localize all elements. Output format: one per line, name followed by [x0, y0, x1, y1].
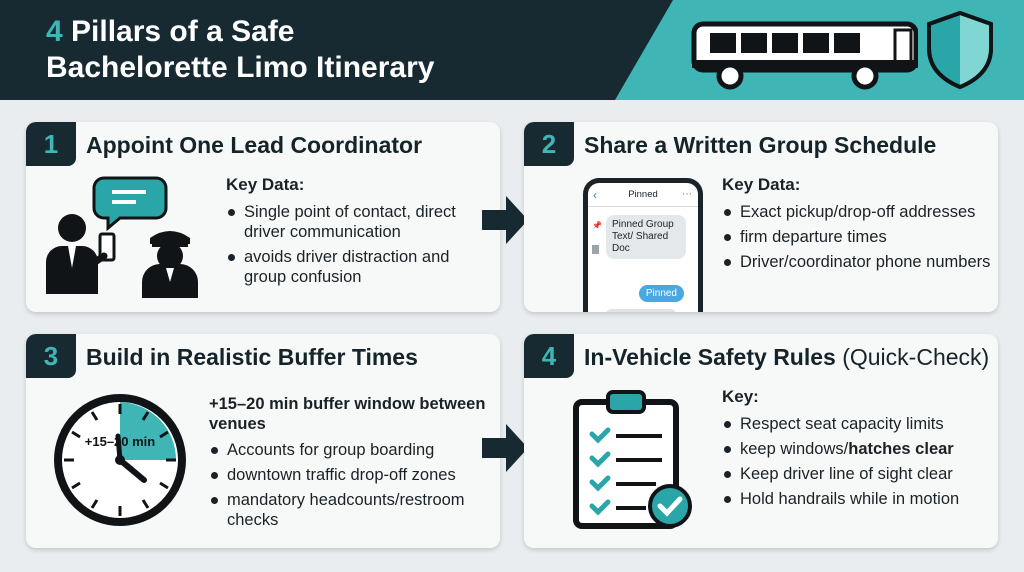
bullet-item: Respect seat capacity limits [722, 414, 996, 434]
pillar-card-1 [26, 122, 500, 312]
pillar-number-badge: 3 [26, 334, 76, 378]
bullet-item: Hold handrails while in motion [722, 489, 996, 509]
sent-message-bubble: Pinned [639, 285, 684, 302]
buffer-lead-text: +15–20 min buffer window between venues [209, 395, 486, 433]
bullet-text: keep windows/ [740, 440, 849, 458]
clock-icon [52, 392, 188, 528]
pillar-card-4 [524, 334, 998, 548]
limo-bus-icon [690, 18, 918, 90]
pillar-title-main: In-Vehicle Safety Rules [584, 344, 836, 370]
chat-header-label: Pinned [628, 189, 658, 200]
bullet-item: Exact pickup/drop-off addresses [722, 202, 992, 222]
shield-icon [925, 10, 995, 90]
received-message-bubble: Pinned Group Text/ Shared Doc [606, 215, 686, 259]
right-arrow-icon [480, 192, 530, 248]
header-banner [0, 0, 1024, 100]
bullet-item: Accounts for group boarding [209, 440, 499, 460]
key-data-label: Key Data: [722, 175, 801, 194]
page-title [46, 14, 434, 86]
pillar-title: Build in Realistic Buffer Times [86, 344, 418, 370]
clock-label: +15–20 min [84, 434, 156, 449]
pillar-card-3 [26, 334, 500, 548]
back-chevron-icon: ‹ [593, 188, 597, 202]
pillar-title [584, 343, 989, 371]
pillar-number-badge: 1 [26, 122, 76, 166]
bullet-bold-text: hatches clear [848, 440, 954, 458]
pillar-details [226, 175, 496, 292]
pillar-details [722, 387, 996, 514]
bullet-item [722, 439, 996, 459]
key-data-label: Key Data: [226, 175, 305, 194]
pin-icon: 📌 [592, 221, 602, 230]
check-badge-icon [650, 486, 690, 526]
pillar-title: Share a Written Group Schedule [584, 132, 937, 158]
right-arrow-icon [480, 420, 530, 476]
bullet-item: firm departure times [722, 227, 992, 247]
pillar-card-2 [524, 122, 998, 312]
phone-screen [588, 183, 698, 312]
pillar-details [209, 394, 499, 535]
pillar-details [722, 175, 992, 277]
clipboard-checklist-icon [570, 386, 700, 536]
coordinator-illustration [40, 172, 230, 302]
title-line-2: Bachelorette Limo Itinerary [46, 51, 435, 84]
doc-icon [592, 245, 599, 254]
pillar-title-suffix: (Quick-Check) [842, 344, 990, 370]
bullet-item: mandatory headcounts/restroom checks [209, 490, 499, 530]
more-dots-icon: ⋯ [682, 189, 692, 200]
bullet-item: Single point of contact, direct driver communication [226, 202, 496, 242]
phone-chat-header [588, 183, 698, 207]
chauffeur-icon [142, 231, 198, 298]
chat-bubble-icon [94, 178, 166, 228]
key-label: Key: [722, 387, 759, 406]
bullet-item: downtown traffic drop-off zones [209, 465, 499, 485]
pillar-title: Appoint One Lead Coordinator [86, 132, 423, 158]
smartphone-icon [583, 178, 703, 312]
title-number: 4 [46, 15, 63, 48]
title-line-1: Pillars of a Safe [71, 15, 295, 48]
bullet-item: Keep driver line of sight clear [722, 464, 996, 484]
business-person-phone-icon [46, 214, 114, 294]
typing-placeholder-bar [606, 309, 676, 312]
pillar-number-badge: 4 [524, 334, 574, 378]
bullet-item: avoids driver distraction and group confusion [226, 247, 496, 287]
bullet-item: Driver/coordinator phone numbers [722, 252, 992, 272]
pillar-number-badge: 2 [524, 122, 574, 166]
